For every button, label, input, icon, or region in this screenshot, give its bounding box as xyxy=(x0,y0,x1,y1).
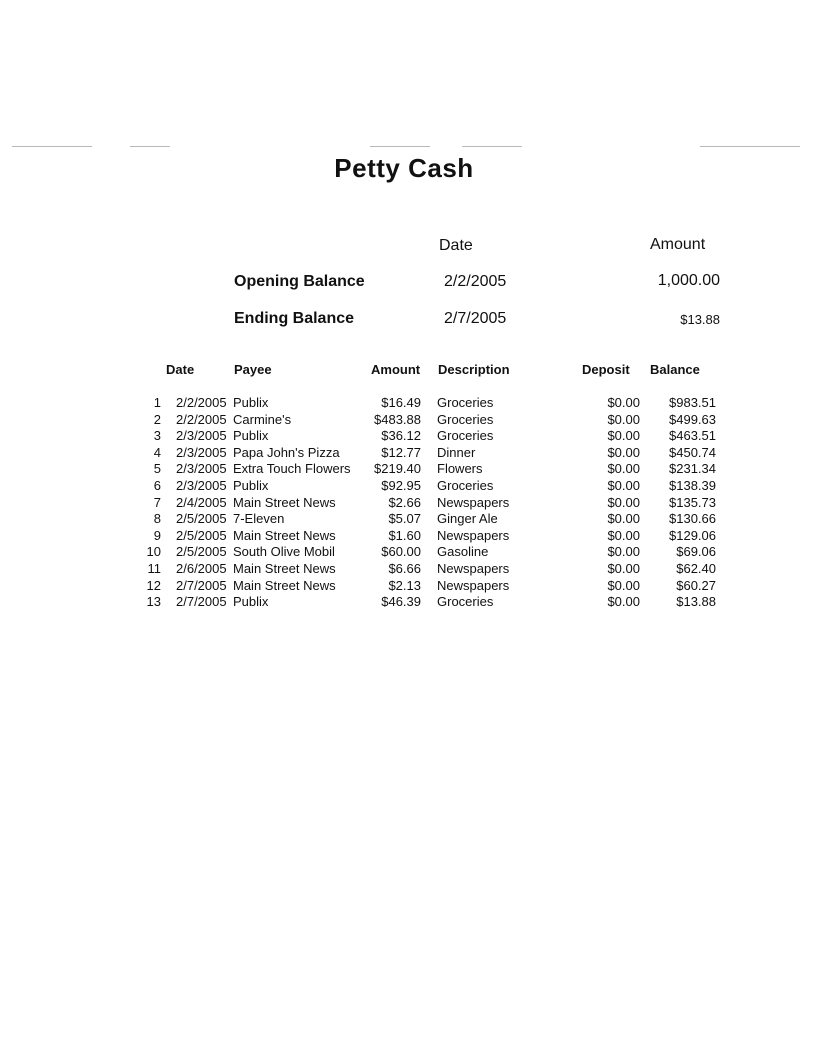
row-description: Newspapers xyxy=(437,527,510,543)
row-amount: $483.88 xyxy=(374,411,421,427)
row-date: 2/3/2005 xyxy=(176,478,227,493)
ending-balance-label: Ending Balance xyxy=(234,310,355,327)
row-amount: $92.95 xyxy=(381,478,421,493)
row-payee: Extra Touch Flowers xyxy=(233,461,351,477)
column-header-amount: Amount xyxy=(371,362,421,377)
row-amount: $219.40 xyxy=(374,461,421,477)
row-description: Groceries xyxy=(437,411,494,427)
row-payee: Publix xyxy=(233,428,269,444)
column-header-payee: Payee xyxy=(234,362,272,377)
row-deposit: $0.00 xyxy=(607,511,640,527)
row-deposit: $0.00 xyxy=(607,395,640,410)
row-balance: $129.06 xyxy=(669,527,716,543)
row-amount: $6.66 xyxy=(388,561,421,576)
row-number: 9 xyxy=(153,527,161,543)
table-row xyxy=(0,511,816,528)
row-balance: $60.27 xyxy=(676,577,716,593)
row-amount: $2.66 xyxy=(388,494,421,510)
row-payee: Publix xyxy=(233,395,269,410)
row-payee: 7-Eleven xyxy=(233,511,285,527)
ending-balance-date: 2/7/2005 xyxy=(444,310,507,327)
row-balance: $499.63 xyxy=(669,411,716,427)
opening-balance-date: 2/2/2005 xyxy=(444,273,507,290)
row-description: Groceries xyxy=(437,428,494,444)
row-deposit: $0.00 xyxy=(607,594,640,610)
table-row xyxy=(0,578,816,595)
row-amount: $5.07 xyxy=(388,511,421,527)
row-payee: Publix xyxy=(233,594,269,610)
scan-artifact xyxy=(130,146,170,147)
row-balance: $231.34 xyxy=(669,461,716,477)
row-description: Groceries xyxy=(437,395,494,410)
row-payee: Main Street News xyxy=(233,527,336,543)
row-description: Groceries xyxy=(437,594,494,610)
row-date: 2/5/2005 xyxy=(176,511,227,527)
row-payee: Publix xyxy=(233,478,269,493)
row-balance: $13.88 xyxy=(676,594,716,610)
row-description: Gasoline xyxy=(437,544,489,560)
row-date: 2/5/2005 xyxy=(176,544,227,560)
table-row xyxy=(0,561,816,578)
table-row xyxy=(0,445,816,462)
row-date: 2/3/2005 xyxy=(176,444,227,460)
row-deposit: $0.00 xyxy=(607,444,640,460)
column-header-balance: Balance xyxy=(650,362,700,377)
row-payee: Carmine's xyxy=(233,411,292,427)
ending-balance-amount: $13.88 xyxy=(680,312,720,327)
row-amount: $2.13 xyxy=(388,577,421,593)
table-row xyxy=(0,495,816,512)
row-date: 2/2/2005 xyxy=(176,395,227,410)
row-deposit: $0.00 xyxy=(607,544,640,560)
row-number: 3 xyxy=(153,428,161,444)
scan-artifact xyxy=(700,146,800,147)
row-number: 13 xyxy=(146,594,161,610)
table-row xyxy=(0,395,816,412)
row-amount: $16.49 xyxy=(381,395,421,410)
row-balance: $69.06 xyxy=(676,544,716,560)
opening-balance-amount: 1,000.00 xyxy=(657,272,720,289)
row-payee: Main Street News xyxy=(233,494,336,510)
row-balance: $463.51 xyxy=(669,428,716,444)
row-number: 7 xyxy=(153,494,161,510)
table-row xyxy=(0,528,816,545)
row-amount: $36.12 xyxy=(381,428,421,444)
column-header-date: Date xyxy=(166,362,195,377)
row-deposit: $0.00 xyxy=(607,411,640,427)
table-row xyxy=(0,544,816,561)
row-number: 6 xyxy=(153,478,161,493)
row-number: 8 xyxy=(153,511,161,527)
row-amount: $12.77 xyxy=(381,444,421,460)
row-date: 2/2/2005 xyxy=(176,411,227,427)
summary-date-header: Date xyxy=(439,237,473,254)
table-row xyxy=(0,412,816,429)
row-deposit: $0.00 xyxy=(607,461,640,477)
row-deposit: $0.00 xyxy=(607,494,640,510)
scan-artifact xyxy=(370,146,430,147)
table-row xyxy=(0,461,816,478)
row-balance: $62.40 xyxy=(676,561,716,576)
row-description: Newspapers xyxy=(437,494,510,510)
row-balance: $135.73 xyxy=(669,494,716,510)
row-payee: Papa John's Pizza xyxy=(233,444,340,460)
row-description: Newspapers xyxy=(437,561,510,576)
row-date: 2/5/2005 xyxy=(176,527,227,543)
row-date: 2/4/2005 xyxy=(176,494,227,510)
row-deposit: $0.00 xyxy=(607,478,640,493)
row-payee: South Olive Mobil xyxy=(233,544,335,560)
row-amount: $46.39 xyxy=(381,594,421,610)
row-deposit: $0.00 xyxy=(607,561,640,576)
row-number: 2 xyxy=(153,411,161,427)
row-number: 11 xyxy=(147,561,161,576)
scan-artifact xyxy=(12,146,92,147)
row-date: 2/7/2005 xyxy=(176,577,227,593)
row-balance: $130.66 xyxy=(669,511,716,527)
row-number: 10 xyxy=(146,544,161,560)
table-row xyxy=(0,428,816,445)
row-description: Groceries xyxy=(437,478,494,493)
row-deposit: $0.00 xyxy=(607,577,640,593)
summary-amount-header: Amount xyxy=(650,236,706,253)
opening-balance-label: Opening Balance xyxy=(234,273,365,290)
row-deposit: $0.00 xyxy=(607,527,640,543)
row-balance: $983.51 xyxy=(669,395,716,410)
row-description: Newspapers xyxy=(437,577,510,593)
page-title: Petty Cash xyxy=(334,153,474,183)
row-balance: $138.39 xyxy=(669,478,716,493)
row-amount: $1.60 xyxy=(388,527,421,543)
row-payee: Main Street News xyxy=(233,577,336,593)
row-date: 2/3/2005 xyxy=(176,428,227,444)
row-date: 2/7/2005 xyxy=(176,594,227,610)
row-number: 12 xyxy=(146,577,161,593)
row-description: Flowers xyxy=(437,461,483,477)
row-balance: $450.74 xyxy=(669,444,716,460)
row-payee: Main Street News xyxy=(233,561,336,576)
row-date: 2/6/2005 xyxy=(176,561,227,576)
row-number: 1 xyxy=(153,395,161,410)
row-description: Dinner xyxy=(437,444,476,460)
row-date: 2/3/2005 xyxy=(176,461,227,477)
row-deposit: $0.00 xyxy=(607,428,640,444)
row-description: Ginger Ale xyxy=(437,511,498,527)
scan-artifact xyxy=(462,146,522,147)
row-number: 4 xyxy=(153,444,161,460)
row-number: 5 xyxy=(153,461,161,477)
table-row xyxy=(0,478,816,495)
row-amount: $60.00 xyxy=(381,544,421,560)
column-header-description: Description xyxy=(438,362,510,377)
column-header-deposit: Deposit xyxy=(582,362,630,377)
table-row xyxy=(0,594,816,611)
